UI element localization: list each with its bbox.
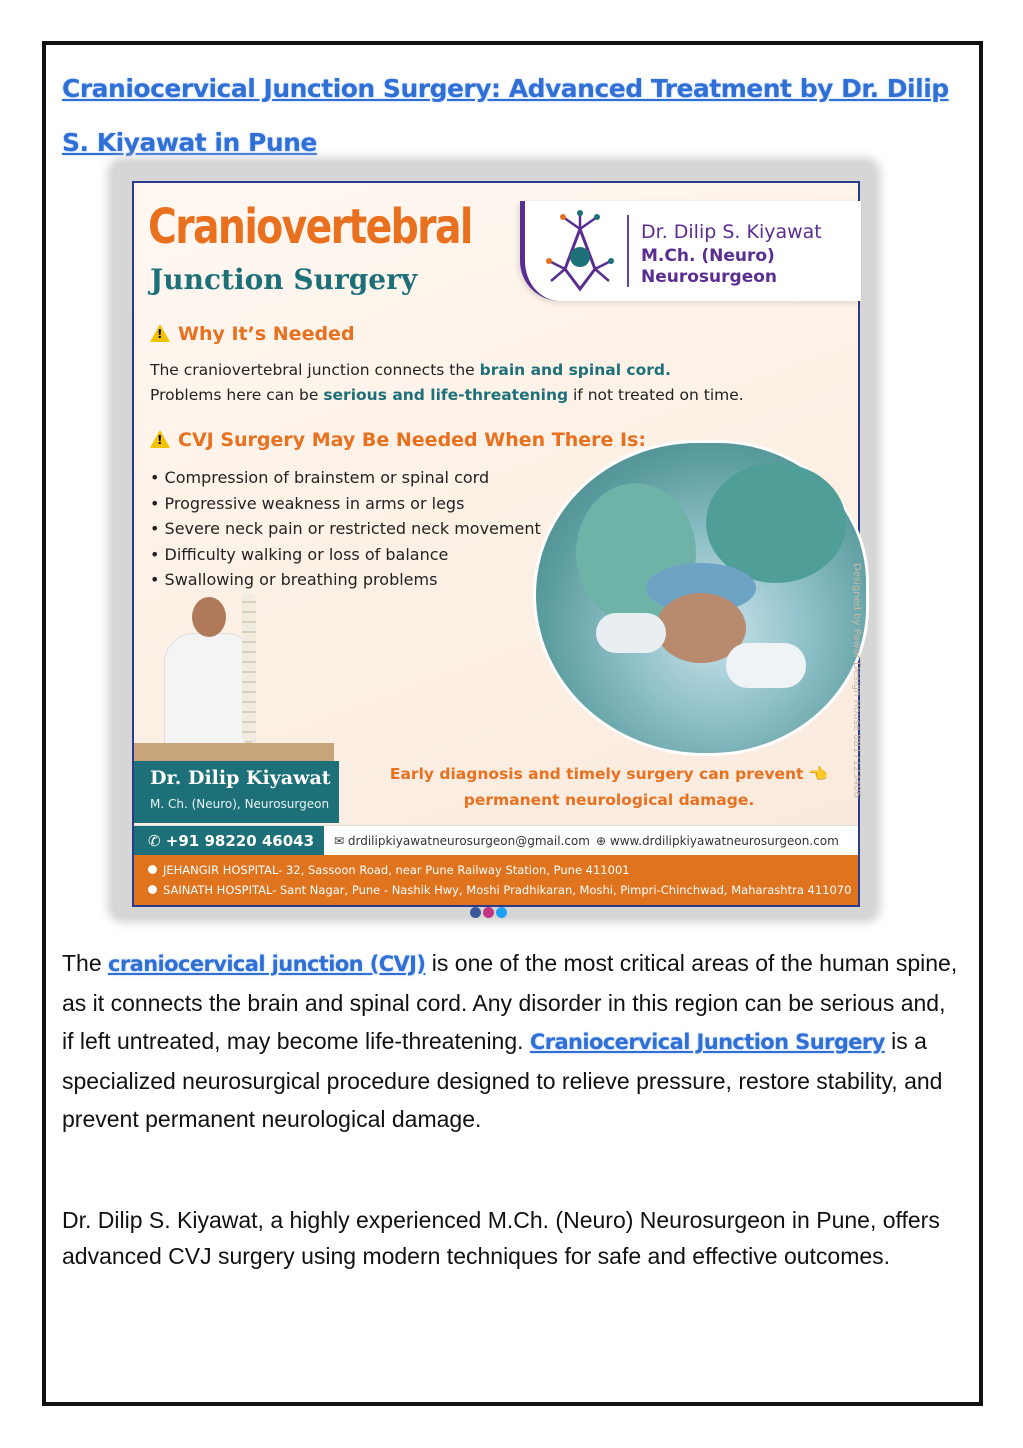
list-item: • Severe neck pain or restricted neck movement bbox=[150, 516, 541, 542]
why-line-2-highlight: serious and life-threatening bbox=[323, 386, 569, 404]
why-line-2-text: Problems here can be bbox=[150, 386, 324, 404]
neuron-logo-icon bbox=[545, 209, 615, 293]
address-2-text: SAINATH HOSPITAL- Sant Nagar, Pune - Nashik Hwy, Moshi Pradhikaran, Moshi, Pimpri-Chinchwad, Maharashtra 411070 bbox=[163, 883, 852, 897]
website-text: www.drdilipkiyawatneurosurgeon.com bbox=[609, 834, 839, 848]
list-item: • Compression of brainstem or spinal cord bbox=[150, 465, 541, 491]
why-line-1-text: The craniovertebral junction connects the bbox=[150, 361, 480, 379]
cvj-surgery-link[interactable]: Craniocervical Junction Surgery bbox=[529, 1030, 885, 1054]
warning-icon bbox=[150, 324, 170, 342]
why-line-1-highlight: brain and spinal cord. bbox=[479, 361, 671, 379]
globe-icon: ⊕ bbox=[596, 834, 610, 848]
location-pin-icon bbox=[148, 885, 157, 894]
logo-name: Dr. Dilip S. Kiyawat bbox=[641, 221, 822, 243]
twitter-icon bbox=[496, 907, 507, 918]
surgery-photo bbox=[536, 443, 866, 753]
doctor-name: Dr. Dilip Kiyawat bbox=[150, 767, 331, 789]
social-icons bbox=[470, 905, 509, 923]
logo-divider bbox=[627, 215, 629, 287]
doctor-name-box bbox=[134, 761, 339, 823]
doctor-degree: M. Ch. (Neuro), Neurosurgeon bbox=[150, 797, 330, 811]
address-1 bbox=[148, 863, 630, 877]
website-address bbox=[596, 826, 839, 856]
logo-card bbox=[520, 201, 861, 301]
early-line-2: permanent neurological damage. bbox=[463, 791, 755, 809]
symptom-list bbox=[150, 465, 541, 593]
cvj-link[interactable]: craniocervical junction (CVJ) bbox=[108, 952, 426, 976]
why-heading-text: Why It’s Needed bbox=[178, 323, 355, 345]
why-line-2 bbox=[150, 386, 744, 404]
facebook-icon bbox=[470, 907, 481, 918]
flyer-title: Craniovertebral bbox=[148, 199, 472, 255]
why-line-1 bbox=[150, 361, 671, 379]
warning-icon bbox=[150, 430, 170, 448]
doctor-photo bbox=[134, 593, 334, 763]
flyer-subtitle: Junction Surgery bbox=[150, 263, 418, 296]
page-title-link[interactable]: Craniocervical Junction Surgery: Advanced Treatment by Dr. Dilip S. Kiyawat in Pune bbox=[62, 74, 949, 157]
when-heading bbox=[150, 429, 646, 451]
intro-text-3: is a specialized neurosurgical procedure designed to relieve pressure, restore stability, and prevent permanent neurological damage. bbox=[62, 1028, 943, 1132]
list-item: • Progressive weakness in arms or legs bbox=[150, 491, 541, 517]
phone-icon: ✆ bbox=[148, 832, 166, 850]
address-bar bbox=[134, 855, 858, 905]
early-diagnosis-text bbox=[374, 761, 844, 813]
flyer-image bbox=[132, 181, 860, 907]
list-item: • Difficulty walking or loss of balance bbox=[150, 542, 541, 568]
early-line-1: Early diagnosis and timely surgery can prevent 👈 bbox=[389, 765, 829, 783]
email-address bbox=[334, 826, 590, 856]
instagram-icon bbox=[483, 907, 494, 918]
address-1-text: JEHANGIR HOSPITAL- 32, Sassoon Road, near Pune Railway Station, Pune 411001 bbox=[163, 863, 630, 877]
intro-paragraph bbox=[62, 944, 962, 1139]
phone-text: +91 98220 46043 bbox=[165, 832, 315, 850]
designer-credit: Designed by Pawar Design House 8817123406 bbox=[851, 563, 862, 798]
address-2 bbox=[148, 883, 851, 897]
why-line-2-end: if not treated on time. bbox=[568, 386, 744, 404]
list-item: • Swallowing or breathing problems bbox=[150, 567, 541, 593]
location-pin-icon bbox=[148, 865, 157, 874]
contact-bar bbox=[134, 825, 858, 856]
email-icon: ✉ bbox=[334, 834, 348, 848]
why-heading bbox=[150, 323, 355, 345]
phone-number bbox=[134, 826, 324, 856]
doctor-paragraph: Dr. Dilip S. Kiyawat, a highly experienced M.Ch. (Neuro) Neurosurgeon in Pune, offers advanced CVJ surgery using modern techniques for safe and effective outcomes. bbox=[62, 1207, 940, 1269]
email-text: drdilipkiyawatneurosurgeon@gmail.com bbox=[347, 834, 590, 848]
intro-text-1: The bbox=[62, 950, 109, 976]
when-heading-text: CVJ Surgery May Be Needed When There Is: bbox=[178, 429, 647, 451]
intro-text-2: is one of the most critical areas of the human spine, as it connects the brain and spinal cord. Any disorder in this region can be serious and, if left untreated, may become life-threatening. bbox=[62, 950, 958, 1054]
logo-degree: M.Ch. (Neuro) bbox=[641, 246, 775, 266]
logo-role: Neurosurgeon bbox=[641, 267, 778, 287]
